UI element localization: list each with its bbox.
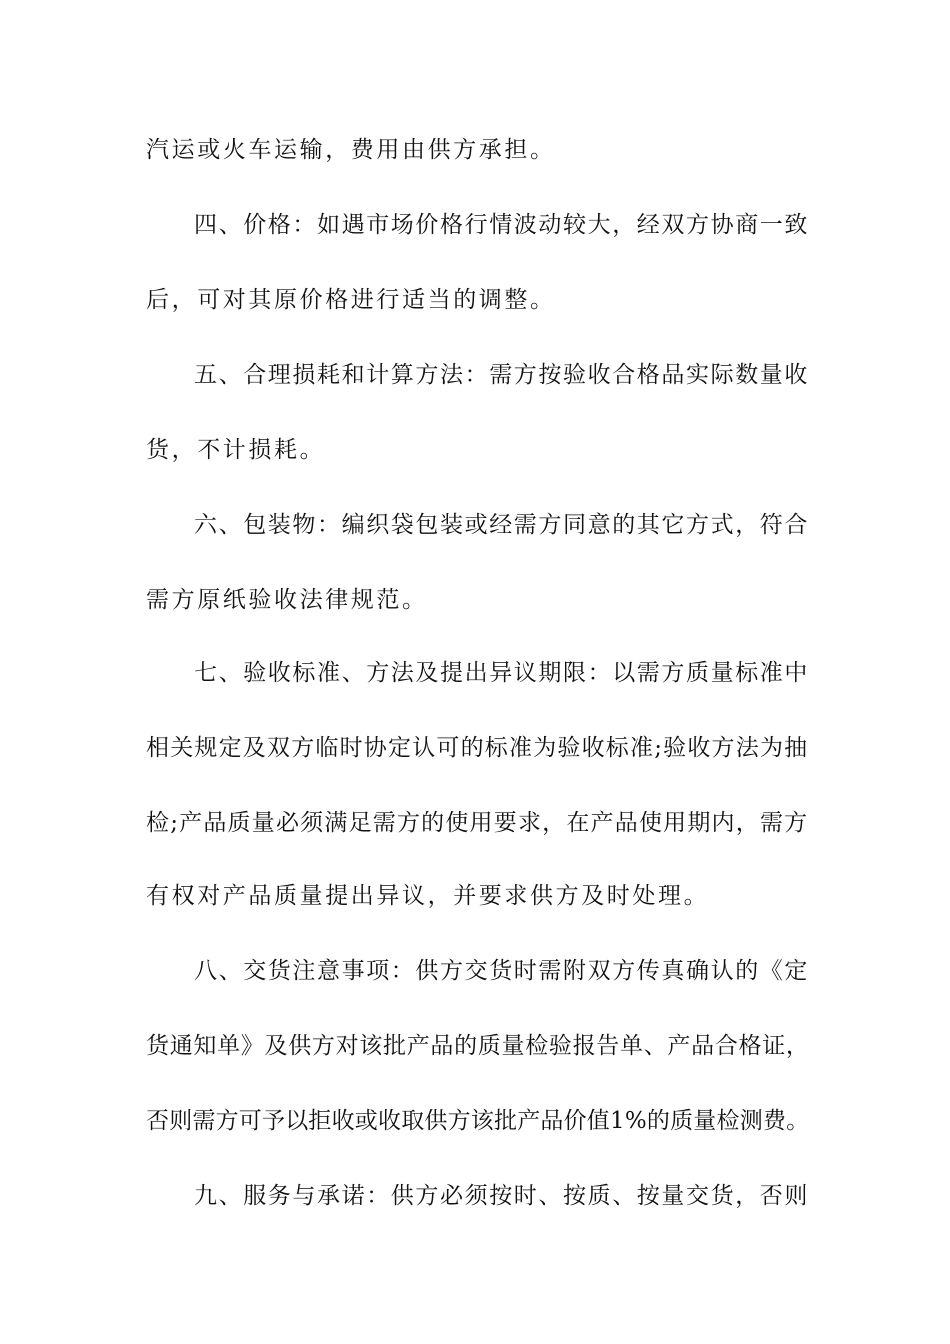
text-line-7: 需方原纸验收法律规范。 <box>146 587 428 613</box>
text-line-11: 有权对产品质量提出异议，并要求供方及时处理。 <box>146 883 710 909</box>
text-line-3: 后，可对其原价格进行适当的调整。 <box>146 287 556 313</box>
text-line-1: 汽运或火车运输，费用由供方承担。 <box>146 137 556 163</box>
text-line-14: 否则需方可予以拒收或收取供方该批产品价值1%的质量检测费。 <box>146 1108 810 1134</box>
text-line-2: 四、价格：如遇市场价格行情波动较大，经双方协商一致 <box>194 212 809 238</box>
text-line-13: 货通知单》及供方对该批产品的质量检验报告单、产品合格证， <box>146 1033 810 1059</box>
text-line-4: 五、合理损耗和计算方法：需方按验收合格品实际数量收 <box>194 362 809 388</box>
text-line-6: 六、包装物：编织袋包装或经需方同意的其它方式，符合 <box>194 512 809 538</box>
text-line-10: 检;产品质量必须满足需方的使用要求，在产品使用期内，需方 <box>146 810 809 836</box>
text-line-12: 八、交货注意事项：供方交货时需附双方传真确认的《定 <box>194 958 809 984</box>
text-line-5: 货，不计损耗。 <box>146 437 326 463</box>
text-line-15: 九、服务与承诺：供方必须按时、按质、按量交货，否则 <box>194 1183 809 1209</box>
text-line-8: 七、验收标准、方法及提出异议期限：以需方质量标准中 <box>194 660 809 686</box>
text-line-9: 相关规定及双方临时协定认可的标准为验收标准;验收方法为抽 <box>146 735 809 761</box>
